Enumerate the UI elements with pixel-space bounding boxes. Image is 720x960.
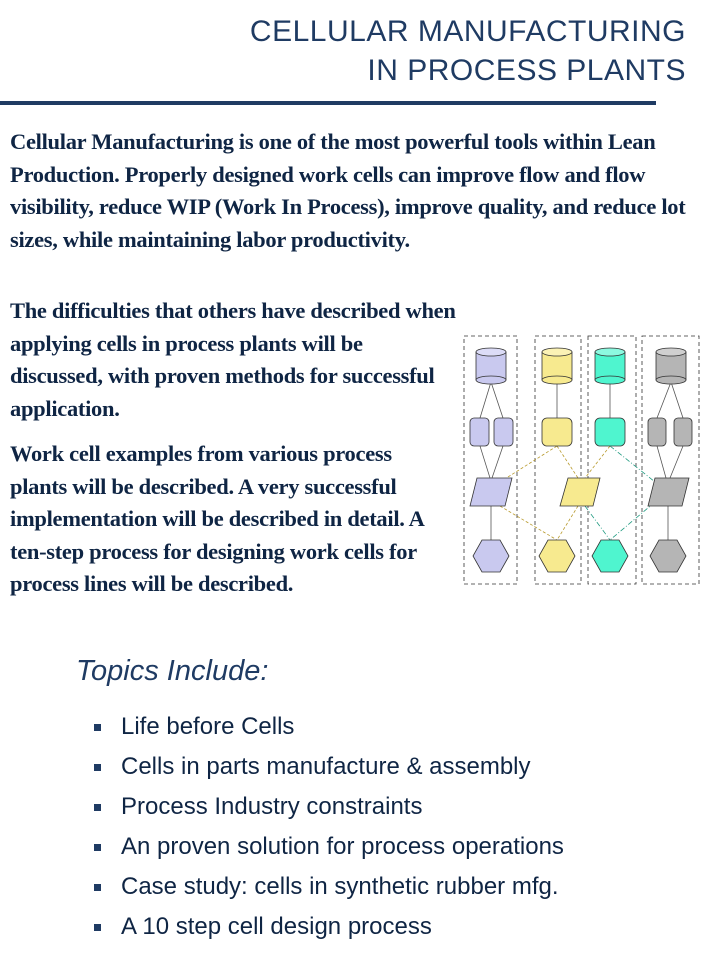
square-bullet-icon (94, 724, 101, 731)
topic-item (94, 867, 564, 907)
process-box-lavender-a (470, 418, 489, 446)
output-hexagon-yellow (539, 540, 575, 572)
topic-text: Process Industry constraints (121, 793, 423, 820)
storage-cylinder-yellow (542, 348, 572, 384)
square-bullet-icon (94, 924, 101, 931)
square-bullet-icon (94, 764, 101, 771)
output-hexagon-lavender (473, 540, 509, 572)
intro-paragraph: Cellular Manufacturing is one of the most powerful tools within Lean Production. Properly designed work cells can improve flow and flow visibility, reduce WIP (Work In Process), improve quality, and reduce lot sizes, while maintaining labor productivity. (10, 129, 686, 252)
difficulties-paragraph: The difficulties that others have described when applying cells in process plants will be discussed, with proven methods for successful application. (10, 298, 456, 421)
operation-parallelogram-yellow (560, 478, 600, 506)
storage-cylinder-lavender (476, 348, 506, 384)
topic-item (94, 707, 564, 747)
topic-text: An proven solution for process operations (121, 833, 564, 860)
process-box-gray-a (648, 418, 666, 446)
topic-item (94, 827, 564, 867)
topic-text: Cells in parts manufacture & assembly (121, 753, 531, 780)
square-bullet-icon (94, 884, 101, 891)
storage-cylinder-teal (595, 348, 625, 384)
topic-text: A 10 step cell design process (121, 913, 432, 940)
topic-text: Case study: cells in synthetic rubber mfg. (121, 873, 559, 900)
operation-parallelogram-lavender (470, 478, 512, 506)
process-box-teal (595, 418, 625, 446)
square-bullet-icon (94, 844, 101, 851)
topic-item (94, 747, 564, 787)
examples-paragraph: Work cell examples from various process plants will be described. A very successful implementation will be described in detail. A ten-step process for designing work cells for process lines will be described. (10, 441, 424, 596)
topic-text: Life before Cells (121, 713, 295, 740)
work-cell-diagram (460, 332, 705, 590)
page-title (250, 12, 686, 90)
output-hexagon-teal (592, 540, 628, 572)
operation-parallelogram-gray (648, 478, 689, 506)
process-box-lavender-b (494, 418, 513, 446)
title-line-2: IN PROCESS PLANTS (367, 54, 686, 87)
title-divider (0, 101, 656, 105)
output-hexagon-gray (650, 540, 686, 572)
square-bullet-icon (94, 804, 101, 811)
topics-heading: Topics Include: (76, 655, 269, 687)
topics-list (94, 707, 564, 947)
topic-item (94, 907, 564, 947)
process-box-gray-b (674, 418, 692, 446)
storage-cylinder-gray (656, 348, 686, 384)
process-box-yellow (542, 418, 572, 446)
topic-item (94, 787, 564, 827)
title-line-1: CELLULAR MANUFACTURING (249, 15, 686, 48)
